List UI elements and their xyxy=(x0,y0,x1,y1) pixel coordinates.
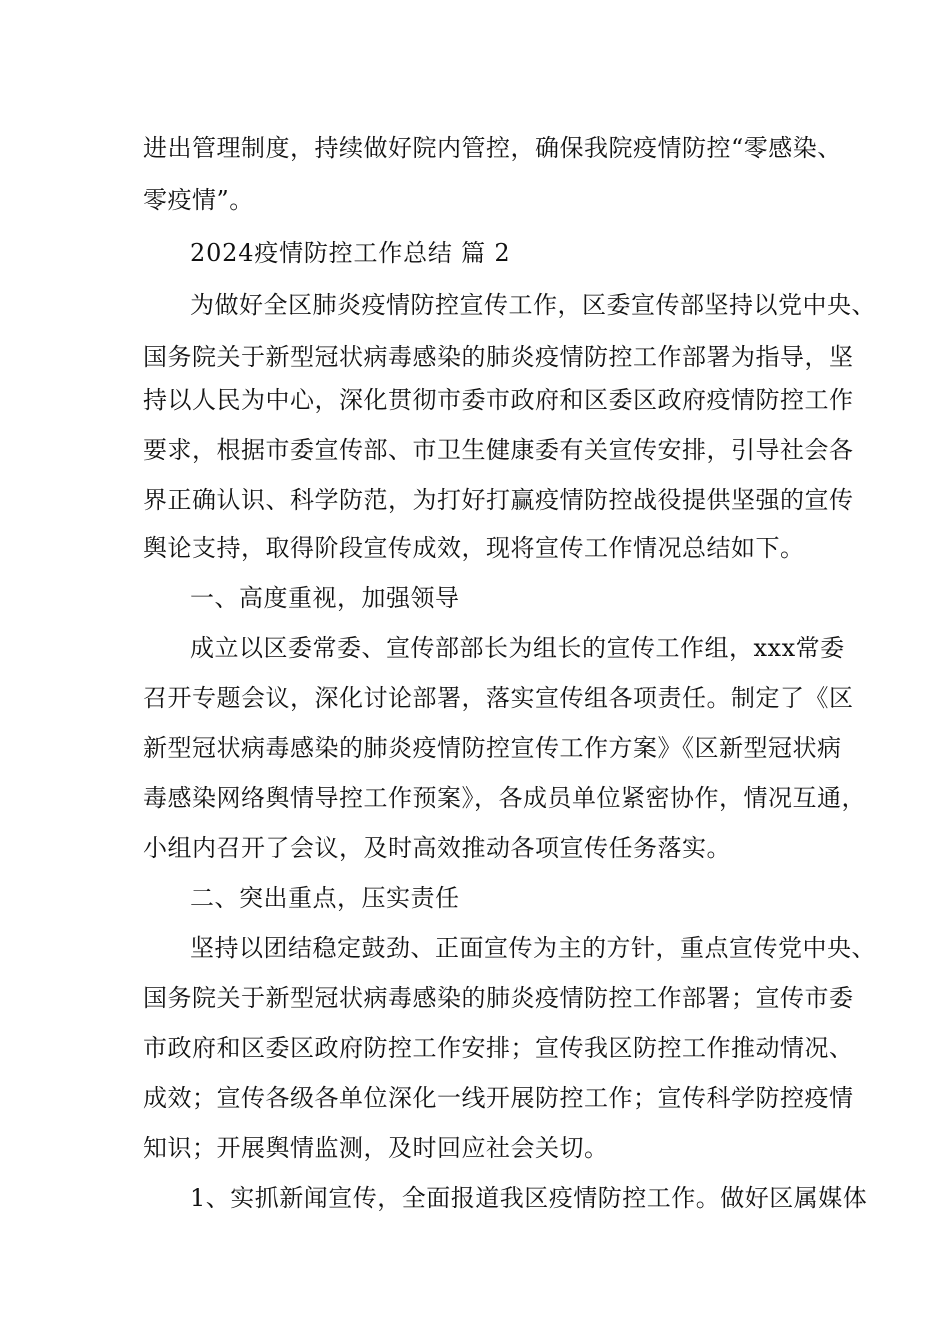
body-line: 新型冠状病毒感染的肺炎疫情防控宣传工作方案》《区新型冠状病 xyxy=(143,734,842,762)
body-line: 知识；开展舆情监测，及时回应社会关切。 xyxy=(143,1134,609,1162)
body-line: 国务院关于新型冠状病毒感染的肺炎疫情防控工作部署为指导，坚 xyxy=(143,343,854,371)
body-line: 舆论支持，取得阶段宣传成效，现将宣传工作情况总结如下。 xyxy=(143,534,805,562)
body-line: 成立以区委常委、宣传部部长为组长的宣传工作组，xxx常委 xyxy=(190,634,845,662)
body-line: 为做好全区肺炎疫情防控宣传工作，区委宣传部坚持以党中央、 xyxy=(190,291,876,319)
body-line: 召开专题会议，深化讨论部署，落实宣传组各项责任。制定了《区 xyxy=(143,684,854,712)
body-line: 进出管理制度，持续做好院内管控，确保我院疫情防控“零感染、 xyxy=(143,134,842,162)
body-line: 零疫情”。 xyxy=(143,186,254,214)
body-line: 持以人民为中心，深化贯彻市委市政府和区委区政府疫情防控工作 xyxy=(143,386,854,414)
body-line: 毒感染网络舆情导控工作预案》，各成员单位紧密协作，情况互通， xyxy=(143,784,866,812)
body-line: 国务院关于新型冠状病毒感染的肺炎疫情防控工作部署；宣传市委 xyxy=(143,984,854,1012)
subheading: 一、高度重视，加强领导 xyxy=(190,584,460,612)
body-line: 要求，根据市委宣传部、市卫生健康委有关宣传安排，引导社会各 xyxy=(143,436,854,464)
body-line: 1、实抓新闻宣传，全面报道我区疫情防控工作。做好区属媒体 xyxy=(190,1184,868,1212)
body-line: 小组内召开了会议，及时高效推动各项宣传任务落实。 xyxy=(143,834,731,862)
body-line: 成效；宣传各级各单位深化一线开展防控工作；宣传科学防控疫情 xyxy=(143,1084,854,1112)
section-title: 2024疫情防控工作总结 篇 2 xyxy=(190,239,511,267)
body-line: 市政府和区委区政府防控工作安排；宣传我区防控工作推动情况、 xyxy=(143,1034,854,1062)
body-line: 坚持以团结稳定鼓劲、正面宣传为主的方针，重点宣传党中央、 xyxy=(190,934,876,962)
subheading: 二、突出重点，压实责任 xyxy=(190,884,460,912)
body-line: 界正确认识、科学防范，为打好打赢疫情防控战役提供坚强的宣传 xyxy=(143,486,854,514)
